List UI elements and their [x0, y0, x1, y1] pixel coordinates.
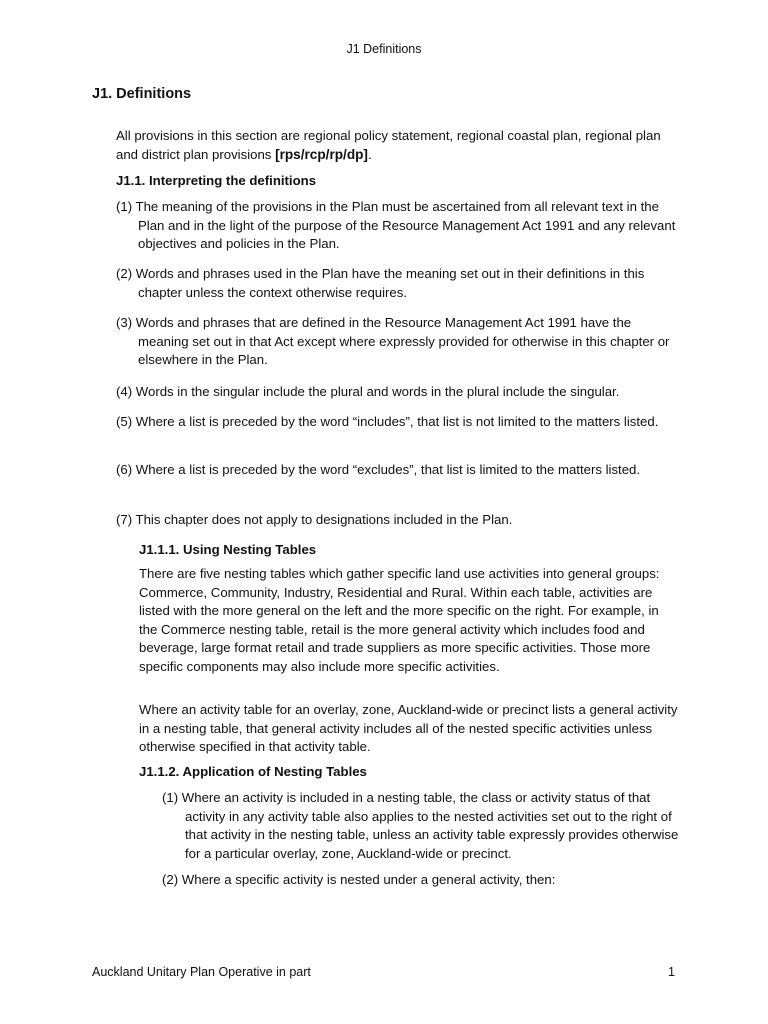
list-item: (4) Words in the singular include the plural and words in the plural include the singular.: [116, 384, 620, 399]
nesting-paragraph-2: Where an activity table for an overlay, zone, Auckland-wide or precinct lists a general activity in a nesting table, that general activity includes all of the nested specific activities unless otherwise specified in that activity table.: [139, 702, 678, 755]
nesting-paragraph-1: There are five nesting tables which gather specific land use activities into general groups: Commerce, Community, Industry, Residential and Rural. Within each table, activities are listed with the more general on the left and the more specific on the right. For example, in the Commerce nesting table, retail is the more general activity which includes food and beverage, large format retail and trade suppliers as more specific activities. Those more specific components may also include more specific activities.: [139, 566, 660, 674]
subsection-title: J1.1. Interpreting the definitions: [116, 173, 317, 188]
intro-text: All provisions in this section are regional policy statement, regional coastal plan, regional plan and district plan provisions: [116, 128, 661, 162]
list-item: (7) This chapter does not apply to designations included in the Plan.: [116, 512, 513, 527]
section-title: J1. Definitions: [92, 86, 192, 102]
running-header: J1 Definitions: [346, 42, 422, 56]
nesting-title: J1.1.1. Using Nesting Tables: [139, 542, 317, 557]
page-number: 1: [668, 965, 675, 979]
list-item: (5) Where a list is preceded by the word “includes”, that list is not limited to the matters listed.: [116, 414, 659, 429]
application-title: J1.1.2. Application of Nesting Tables: [139, 764, 367, 779]
list-item: (2) Words and phrases used in the Plan have the meaning set out in their definitions in this chapter unless the context otherwise requires.: [116, 266, 645, 300]
list-item: (6) Where a list is preceded by the word “excludes”, that list is limited to the matters listed.: [116, 462, 641, 477]
list-item: (1) The meaning of the provisions in the Plan must be ascertained from all relevant text in the Plan and in the light of the purpose of the Resource Management Act 1991 and any relevant objectives and policies in the Plan.: [116, 199, 676, 252]
list-item: (3) Words and phrases that are defined in the Resource Management Act 1991 have the meaning set out in that Act except where expressly provided for otherwise in this chapter or elsewhere in the Plan.: [116, 315, 670, 368]
intro-end: .: [367, 146, 372, 162]
list-item: (2) Where a specific activity is nested under a general activity, then:: [162, 872, 556, 887]
list-item: (1) Where an activity is included in a nesting table, the class or activity status of that activity in any activity table also applies to the nested activities set out to the right of that activity in the nesting table, unless an activity table expressly provides otherwise for a particular overlay, zone, Auckland-wide or precinct.: [162, 790, 679, 861]
intro-paragraph: [116, 127, 676, 164]
plan-codes: [rps/rcp/rp/dp]: [275, 146, 368, 162]
footer-document-name: Auckland Unitary Plan Operative in part: [92, 965, 311, 979]
